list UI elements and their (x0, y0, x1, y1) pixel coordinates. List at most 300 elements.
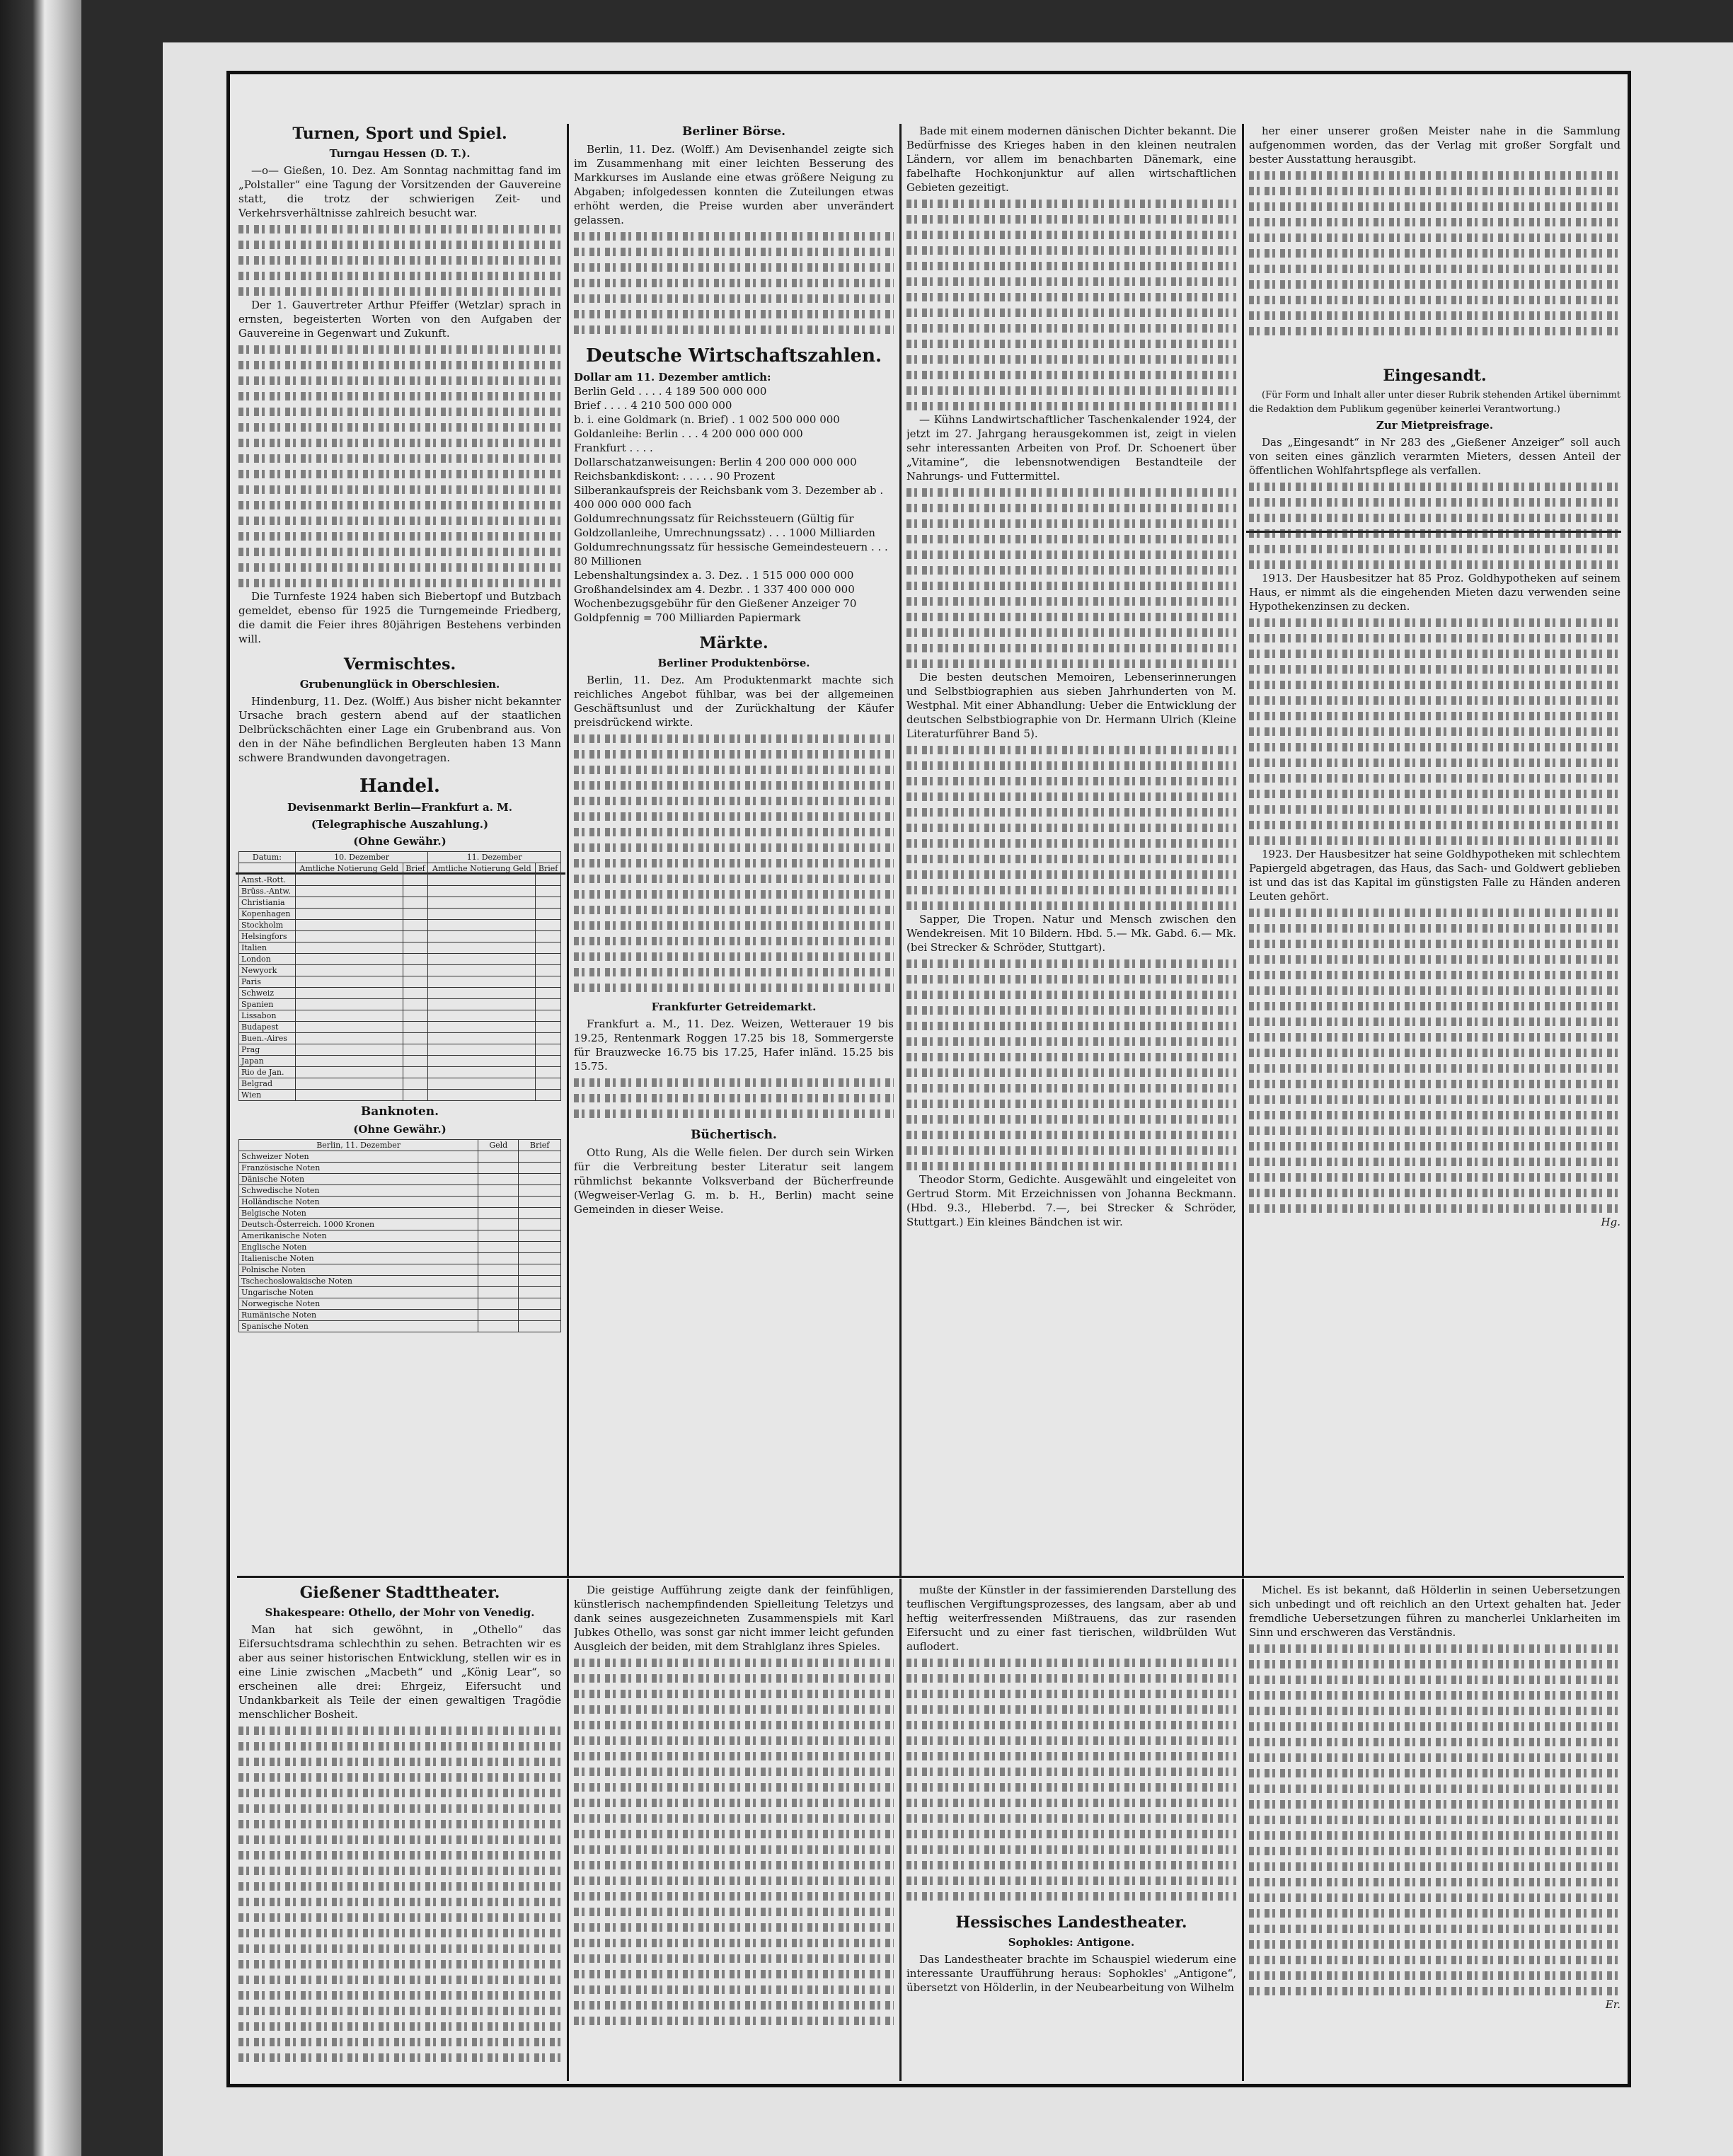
table-row (239, 1010, 561, 1022)
row-label: Amerikanische Noten (239, 1230, 478, 1242)
row-label: Brüss.-Antw. (239, 886, 296, 897)
text-line (238, 451, 561, 465)
table-row (239, 931, 561, 942)
table-row (239, 1067, 561, 1078)
text-line (574, 949, 894, 963)
text-line (574, 1982, 894, 1996)
author-signature: Er. (1605, 1998, 1620, 2011)
table-row (239, 954, 561, 965)
text-line (1249, 510, 1620, 524)
text-line (574, 260, 894, 274)
text-line (574, 1873, 894, 1887)
text-line (574, 1702, 894, 1716)
text-line (906, 1733, 1236, 1747)
text-line (574, 1717, 894, 1731)
sport-subheading: Turngau Hessen (D. T.). (329, 147, 471, 160)
article-paragraph: Berlin, 11. Dez. (Wolff.) Am Devisenhandel zeigte sich im Zusammenhang mit einer leichten Besserung des Markkurses im Auslande eine etwas größere Neigung zu Abgaben; infolgedessen konnten die Zuteilungen etwas erhöht werden, die Preise wurden aber unverändert gelassen. (574, 143, 894, 226)
text-line (1249, 261, 1620, 275)
table-row (239, 965, 561, 976)
text-line (238, 357, 561, 371)
text-line (1249, 1921, 1620, 1935)
text-line (574, 887, 894, 901)
article-paragraph: — Kühns Landwirtschaftlicher Taschenkalender 1924, der jetzt im 27. Jahrgang herausgekommen ist, zeigt in vielen sehr interessanten Arbeiten von Prof. Dr. Schoenert über „Vitamine“, die lebensnotwendigen Bestandteile der Nahrungs- und Futtermittel. (906, 413, 1236, 483)
text-line (238, 1863, 561, 1877)
row-label: Schweiz (239, 988, 296, 999)
row-label: Spanien (239, 999, 296, 1010)
text-line (906, 789, 1236, 803)
table-row (239, 976, 561, 988)
stat-line: Silberankaufspreis der Reichsbank vom 3. Dezember ab . 400 000 000 000 fach (574, 484, 884, 511)
article-paragraph: 1913. Der Hausbesitzer hat 85 Proz. Goldhypotheken auf seinem Haus, er nimmt als die eingehenden Mieten dazu verwenden seine Hypothekenzinsen zu decken. (1249, 572, 1620, 613)
text-line (238, 404, 561, 418)
table-header: Brief (519, 1140, 561, 1151)
text-line (906, 274, 1236, 288)
text-line (574, 1795, 894, 1809)
text-line (906, 578, 1236, 592)
text-line (906, 1873, 1236, 1887)
table-row (239, 1044, 561, 1056)
text-line (906, 656, 1236, 670)
table-row (239, 1310, 561, 1321)
article-paragraph: Otto Rung, Als die Welle fielen. Der durch sein Wirken für die Verbreitung bester Literatur seit langem rühmlichst bekannte Volksverband der Bücherfreunde (Wegweiser-Verlag G. m. b. H., Berlin) macht seine Gemeinden in dieser Weise. (574, 1146, 894, 1216)
text-line (1249, 1092, 1620, 1106)
stat-line: Großhandelsindex am 4. Dezbr. . 1 337 400 000 000 (574, 583, 855, 596)
devisen-table (238, 851, 561, 1101)
text-line (1249, 1874, 1620, 1889)
text-line (574, 244, 894, 258)
stat-line: Reichsbankdiskont: . . . . . 90 Prozent (574, 470, 776, 483)
text-line (574, 1733, 894, 1747)
row-label: Ungarische Noten (239, 1287, 478, 1298)
buecher-heading: Büchertisch. (691, 1128, 777, 1142)
text-line (574, 840, 894, 854)
table-row (239, 886, 561, 897)
text-line (1249, 1030, 1620, 1044)
text-line (906, 1686, 1236, 1700)
text-line (574, 1748, 894, 1763)
text-line (906, 594, 1236, 608)
text-line (906, 1764, 1236, 1778)
handel-subheading-2: (Telegraphische Auszahlung.) (311, 818, 489, 831)
row-label: Wien (239, 1090, 296, 1101)
text-line (238, 1785, 561, 1799)
text-line (1249, 739, 1620, 754)
text-line (1249, 230, 1620, 244)
article-paragraph: Man hat sich gewöhnt, in „Othello“ das Eifersuchtsdrama schlechthin zu sehen. Betrachten wir es aber aus seiner historischen Entwicklung, stellen wir es in eine Linie zwischen „Macbeth“ und „König Lear“, so erscheinen alle drei: Ehrgeiz, Eifersucht und Undankbarkeit als Teile der einen gewaltigen Tragödie menschlicher Bosheit. (238, 1623, 561, 1721)
text-line (1249, 905, 1620, 919)
text-line (238, 1847, 561, 1862)
text-line (1249, 541, 1620, 555)
row-label: Amst.-Rott. (239, 875, 296, 886)
text-line (906, 1034, 1236, 1048)
text-line (574, 229, 894, 243)
text-line (906, 882, 1236, 897)
text-line (238, 237, 561, 251)
text-line (906, 227, 1236, 241)
text-line (238, 1879, 561, 1893)
text-line (238, 435, 561, 449)
article-paragraph: Das Landestheater brachte im Schauspiel wiederum eine interessante Uraufführung heraus: Sophokles' „Antigone“, übersetzt von Hölderlin, in der Neubearbeitung von Wilhelm (906, 1953, 1236, 1994)
text-line (1249, 1014, 1620, 1028)
row-label: London (239, 954, 296, 965)
column-rule (1242, 1579, 1244, 2081)
text-line (574, 322, 894, 336)
article-paragraph: Die Turnfeste 1924 haben sich Biebertopf und Butzbach gemeldet, ebenso für 1925 die Turngemeinde Friedberg, die damit die Feier ihres 80jährigen Bestehens verbinden will. (238, 590, 561, 645)
text-line (906, 1049, 1236, 1063)
text-line (1249, 1185, 1620, 1199)
stat-line: Dollarschatzanweisungen: Berlin 4 200 000 000 000 (574, 456, 857, 468)
text-line (906, 1112, 1236, 1126)
column-1 (238, 124, 561, 1573)
table-row (239, 1242, 561, 1253)
table-header: Geld (478, 1140, 519, 1151)
text-line (1249, 1123, 1620, 1137)
text-line (1249, 1076, 1620, 1090)
column-rule (567, 124, 569, 1576)
column-rule (899, 1579, 902, 2081)
article-paragraph: Bade mit einem modernen dänischen Dichter bekannt. Die Bedürfnisse des Krieges haben in den kleinen neutralen Ländern, vor allem im benachbarten Dänemark, eine fabelhafte Hochkonjunktur auf allen wirtschaftlichen Gebieten gezeitigt. (906, 125, 1236, 194)
text-line (1249, 983, 1620, 997)
text-line (238, 1972, 561, 1986)
text-line (906, 367, 1236, 381)
text-line (906, 867, 1236, 881)
text-line (1249, 1201, 1620, 1215)
text-line (906, 1127, 1236, 1141)
table-header: 10. Dezember (295, 852, 428, 863)
row-label: Französische Noten (239, 1163, 478, 1174)
banknoten-subheading: (Ohne Gewähr.) (353, 1123, 447, 1136)
text-line (1249, 1952, 1620, 1966)
text-line (906, 1018, 1236, 1032)
text-line (574, 918, 894, 932)
text-line (238, 1739, 561, 1753)
text-line (906, 485, 1236, 499)
handel-subheading: Devisenmarkt Berlin—Frankfurt a. M. (287, 801, 513, 814)
text-line (574, 980, 894, 994)
text-line (1249, 1045, 1620, 1059)
text-line (574, 1671, 894, 1685)
mietpreis-subheading: Zur Mietpreisfrage. (1376, 419, 1494, 432)
table-row (239, 1033, 561, 1044)
text-line (574, 1920, 894, 1934)
text-line (574, 1904, 894, 1918)
text-line (574, 1935, 894, 1949)
text-line (906, 1717, 1236, 1731)
row-label: Newyork (239, 965, 296, 976)
dollar-line: Dollar am 11. Dezember amtlich: (574, 371, 771, 384)
book-spine (0, 0, 81, 2156)
table-row (239, 1078, 561, 1090)
text-line (1249, 1703, 1620, 1717)
banknoten-table (238, 1139, 561, 1332)
text-line (906, 289, 1236, 304)
row-label: Schwedische Noten (239, 1185, 478, 1197)
stat-line: b. i. eine Goldmark (n. Brief) . 1 002 500 000 000 (574, 413, 840, 426)
text-line (1249, 199, 1620, 213)
text-line (906, 851, 1236, 865)
table-row (239, 1197, 561, 1208)
article-paragraph: Der 1. Gauvertreter Arthur Pfeiffer (Wetzlar) sprach in ernsten, begeisterten Worten von den Aufgaben der Gauvereine in Gegenwart und Zukunft. (238, 299, 561, 340)
text-line (906, 212, 1236, 226)
text-line (906, 1655, 1236, 1669)
text-line (574, 291, 894, 305)
row-label: Japan (239, 1056, 296, 1067)
text-line (574, 1811, 894, 1825)
text-line (574, 731, 894, 745)
stat-line: Brief . . . . 4 210 500 000 000 (574, 399, 732, 412)
table-row (239, 999, 561, 1010)
article-paragraph: Das „Eingesandt“ in Nr 283 des „Gießener Anzeiger“ soll auch von seiten eines gänzlich verarmten Mieters, dessen Anteil der öffentlichen Wohlfahrtspflege als verfallen. (1249, 436, 1620, 477)
text-line (238, 342, 561, 356)
text-line (906, 836, 1236, 850)
text-line (1249, 1906, 1620, 1920)
boerse-heading: Berliner Börse. (681, 125, 786, 139)
stat-line: Wochenbezugsgebühr für den Gießener Anzeiger 70 Goldpfennig = 700 Milliarden Papiermark (574, 597, 857, 624)
text-line (238, 575, 561, 589)
table-row (239, 1174, 561, 1185)
table-header: Amtliche Notierung Geld (428, 863, 536, 875)
text-line (1249, 1983, 1620, 1998)
text-line (238, 466, 561, 480)
row-label: Paris (239, 976, 296, 988)
row-label: Budapest (239, 1022, 296, 1033)
text-line (906, 1826, 1236, 1840)
table-row (239, 1276, 561, 1287)
article-paragraph: Die besten deutschen Memoiren, Lebenserinnerungen und Selbstbiographien aus sieben Jahrhunderten von M. Westphal. Mit einer Abhandlung: Ueber die Entwicklung der deutschen Selbstbiographie von Dr. Hermann Ulrich (Kleine Literaturführer Band 5). (906, 671, 1236, 740)
table-row (239, 1151, 561, 1163)
misc-subheading: Grubenunglück in Oberschlesien. (299, 678, 500, 691)
text-line (1249, 1765, 1620, 1780)
text-line (906, 383, 1236, 397)
text-line (1249, 292, 1620, 306)
text-line (906, 1158, 1236, 1172)
text-line (1249, 1734, 1620, 1748)
text-line (906, 1889, 1236, 1903)
table-row (239, 1056, 561, 1067)
article-paragraph: Die geistige Aufführung zeigte dank der feinfühligen, künstlerisch nachempfindenden Spielleitung Teletzys und dank seines ausgezeichneten Zusammenspiels mit Karl Jubkes Othello, was sonst gar nicht immer leicht gefunden Ausgleich der beiden, mit dem Strahlglanz ihres Spieles. (574, 1584, 894, 1653)
section-rule (237, 1576, 1624, 1578)
text-line (906, 773, 1236, 788)
table-header: Brief (403, 863, 428, 875)
text-line (906, 640, 1236, 655)
text-line (1249, 1061, 1620, 1075)
row-label: Italienische Noten (239, 1253, 478, 1264)
text-line (238, 388, 561, 403)
text-line (574, 1966, 894, 1981)
text-line (574, 1889, 894, 1903)
lower-column-2 (574, 1583, 894, 2078)
text-line (574, 933, 894, 947)
wirtschaft-heading: Deutsche Wirtschaftszahlen. (585, 345, 882, 367)
text-line (906, 1842, 1236, 1856)
text-line (1249, 1138, 1620, 1153)
text-line (906, 243, 1236, 257)
table-row (239, 1321, 561, 1332)
row-label: Kopenhagen (239, 909, 296, 920)
text-line (238, 497, 561, 512)
table-row (239, 1253, 561, 1264)
table-row (239, 1264, 561, 1276)
row-label: Tschechoslowakische Noten (239, 1276, 478, 1287)
text-line (1249, 168, 1620, 182)
text-line (906, 336, 1236, 350)
text-line (574, 855, 894, 870)
table-header: Brief (536, 863, 561, 875)
text-line (238, 2050, 561, 2064)
text-line (1249, 952, 1620, 966)
table-header: Amtliche Notierung Geld (295, 863, 403, 875)
text-line (906, 898, 1236, 912)
text-line (1249, 1797, 1620, 1811)
text-line (574, 809, 894, 823)
article-paragraph: —o— Gießen, 10. Dez. Am Sonntag nachmittag fand im „Polstaller“ eine Tagung der Vorsitzenden der Gauvereine statt, die trotz der schwierigen Zeit- und Verkehrsverhältnisse zahlreich besucht war. (238, 164, 561, 219)
text-line (238, 1941, 561, 1955)
row-label: Polnische Noten (239, 1264, 478, 1276)
stat-line: Berlin Geld . . . . 4 189 500 000 000 (574, 385, 767, 398)
text-line (1249, 677, 1620, 691)
text-line (238, 284, 561, 298)
row-label: Belgische Noten (239, 1208, 478, 1219)
text-line (1249, 1937, 1620, 1951)
text-line (1249, 1719, 1620, 1733)
text-line (1249, 1641, 1620, 1655)
text-line (1249, 277, 1620, 291)
text-line (906, 1003, 1236, 1017)
text-line (238, 268, 561, 282)
table-row (239, 1185, 561, 1197)
table-header (239, 863, 296, 875)
text-line (906, 352, 1236, 366)
text-line (906, 742, 1236, 756)
text-line (906, 609, 1236, 623)
text-line (1249, 1843, 1620, 1857)
text-line (238, 1910, 561, 1924)
text-line (238, 1770, 561, 1784)
text-line (1249, 921, 1620, 935)
table-header: Berlin, 11. Dezember (239, 1140, 478, 1151)
text-line (906, 1671, 1236, 1685)
table-row (239, 1208, 561, 1219)
row-label: Schweizer Noten (239, 1151, 478, 1163)
text-line (906, 305, 1236, 319)
table-row (239, 1287, 561, 1298)
banknoten-heading: Banknoten. (360, 1105, 439, 1119)
row-label: Prag (239, 1044, 296, 1056)
row-label: Buen.-Aires (239, 1033, 296, 1044)
text-line (574, 793, 894, 807)
text-line (238, 1816, 561, 1831)
text-line (574, 1764, 894, 1778)
text-line (1249, 1828, 1620, 1842)
text-line (906, 1702, 1236, 1716)
text-line (1249, 662, 1620, 676)
text-line (238, 373, 561, 387)
text-line (1249, 615, 1620, 629)
landestheater-heading: Hessisches Landestheater. (955, 1913, 1187, 1932)
text-line (1249, 693, 1620, 707)
text-line (238, 420, 561, 434)
maerkte-subheading: Berliner Produktenbörse. (657, 657, 810, 669)
row-label: Englische Noten (239, 1242, 478, 1253)
text-line (906, 987, 1236, 1001)
text-line (1249, 755, 1620, 769)
stat-line: Goldumrechnungssatz für Reichssteuern (Gültig für Goldzollanleihe, Umrechnungssatz) . . . 1000 Milliarden (574, 512, 875, 539)
table-row (239, 1090, 561, 1101)
table-row (239, 942, 561, 954)
text-line (238, 2019, 561, 2033)
text-line (574, 1075, 894, 1089)
frankfurt-subheading: Frankfurter Getreidemarkt. (651, 1001, 817, 1013)
text-line (906, 1065, 1236, 1079)
sport-heading: Turnen, Sport und Spiel. (292, 125, 507, 143)
disclaimer-note: (Für Form und Inhalt aller unter dieser Rubrik stehenden Artikel übernimmt die Redaktion dem Publikum gegenüber keinerlei Verantwortung.) (1249, 390, 1620, 415)
text-line (1249, 323, 1620, 338)
text-line (238, 529, 561, 543)
row-label: Rio de Jan. (239, 1067, 296, 1078)
table-row (239, 1298, 561, 1310)
text-line (238, 513, 561, 527)
row-label: Helsingfors (239, 931, 296, 942)
text-line (906, 1096, 1236, 1110)
text-line (574, 2013, 894, 2027)
text-line (1249, 998, 1620, 1013)
text-line (574, 1857, 894, 1872)
text-line (906, 972, 1236, 986)
text-line (574, 1106, 894, 1120)
text-line (1249, 1154, 1620, 1168)
text-line (1249, 1859, 1620, 1873)
text-line (906, 1080, 1236, 1095)
row-label: Spanische Noten (239, 1321, 478, 1332)
text-line (238, 1988, 561, 2002)
text-line (574, 902, 894, 916)
text-line (1249, 630, 1620, 645)
text-line (906, 321, 1236, 335)
text-line (574, 824, 894, 838)
text-line (1249, 183, 1620, 197)
table-header: Datum: (239, 852, 296, 863)
article-paragraph: Theodor Storm, Gedichte. Ausgewählt und eingeleitet von Gertrud Storm. Mit Erzeichnissen von Johanna Beckmann. (Hbd. 9.3., Hleberbd. 7.—, bei Strecker & Schröder, Stuttgart.) Ein kleines Bändchen ist wir. (906, 1173, 1236, 1228)
table-row (239, 920, 561, 931)
stat-line: Lebenshaltungsindex a. 3. Dez. . 1 515 000 000 000 (574, 569, 854, 582)
text-line (906, 956, 1236, 970)
article-paragraph: mußte der Künstler in der fassimierenden Darstellung des teuflischen Vergiftungsprozesses, des langsam, aber ab und heftig weiterfressenden Mißtrauens, das zur rasenden Eifersucht und zu einer fast tierischen, wildbrülden Wut auflodert. (906, 1584, 1236, 1653)
text-line (1249, 708, 1620, 722)
text-line (1249, 1750, 1620, 1764)
text-line (1249, 1890, 1620, 1904)
text-line (1249, 1107, 1620, 1122)
text-line (238, 560, 561, 574)
text-line (574, 1780, 894, 1794)
column-rule (567, 1579, 569, 2081)
text-line (906, 1857, 1236, 1872)
handel-heading: Handel. (359, 776, 440, 797)
text-line (906, 625, 1236, 639)
column-3 (906, 124, 1236, 1573)
text-line (906, 563, 1236, 577)
text-line (906, 1143, 1236, 1157)
table-row (239, 909, 561, 920)
text-line (238, 1754, 561, 1768)
table-row (239, 1163, 561, 1174)
text-line (238, 253, 561, 267)
text-line (574, 1655, 894, 1669)
text-line (1249, 1688, 1620, 1702)
text-line (574, 1842, 894, 1856)
table-header: 11. Dezember (428, 852, 561, 863)
text-line (1249, 1656, 1620, 1671)
article-paragraph: Michel. Es ist bekannt, daß Hölderlin in seinen Uebersetzungen sich unbedingt und oft reichlich an den Urtext gehalten hat. Jeder fremdliche Uebersetzungen führen zu mancherlei Unklarheiten im Sinn und erschweren das Verständnis. (1249, 1584, 1620, 1639)
